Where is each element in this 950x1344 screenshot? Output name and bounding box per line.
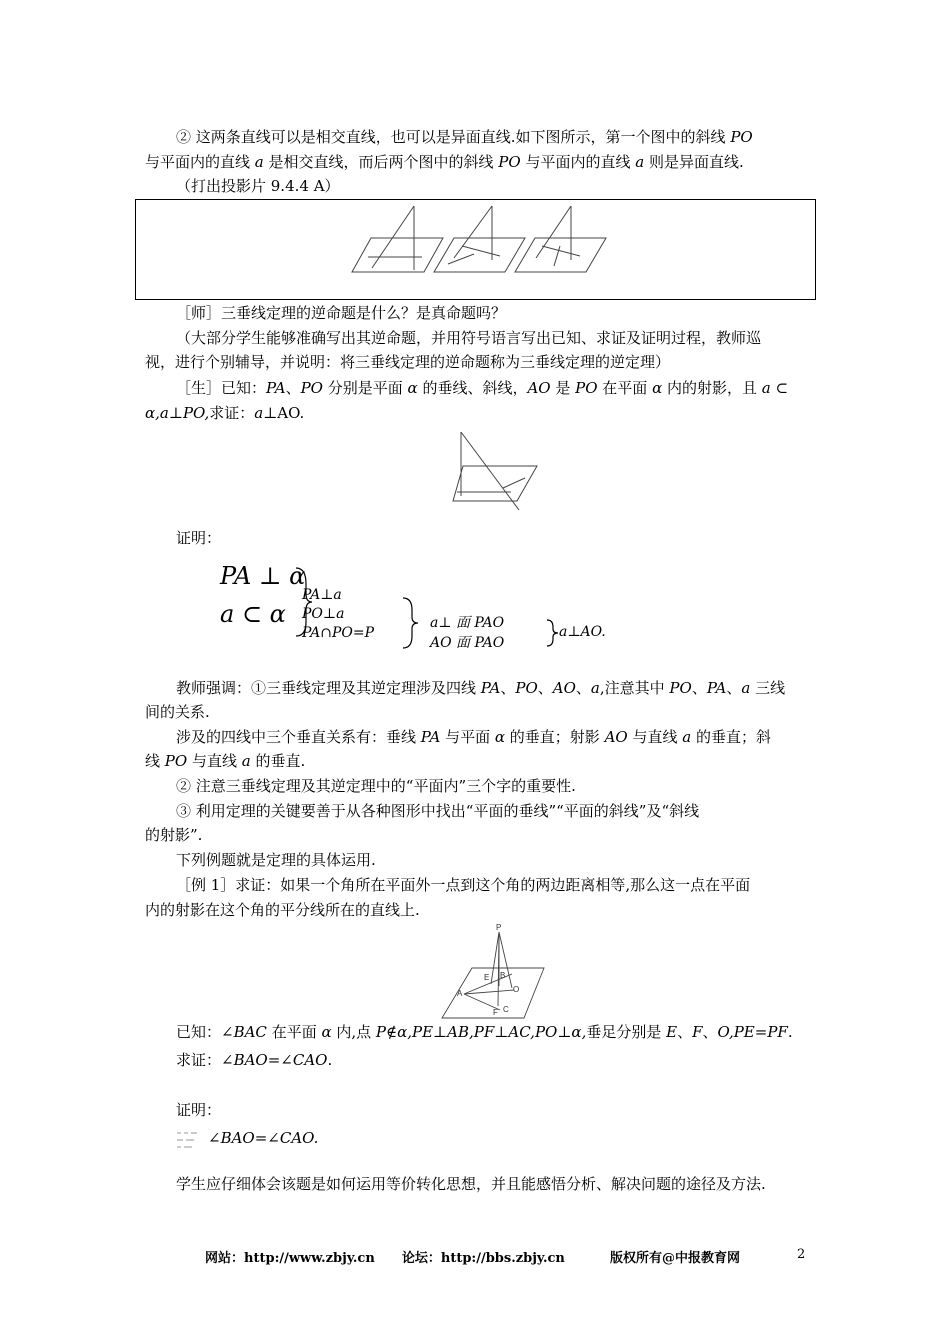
emphasis-line2: 间的关系. — [145, 703, 210, 721]
given-line: 已知：∠BAC 在平面 α 内,点 P∉α,PE⊥AB,PF⊥AC,PO⊥α,垂足分别是 E、F、O,PE=PF. — [176, 1023, 793, 1041]
proof-given-2: a ⊂ α — [220, 600, 286, 628]
proof-step-1: PA⊥a — [302, 587, 342, 603]
faint-formula-placeholder — [176, 1128, 206, 1154]
emphasis-line8: 下列例题就是定理的具体运用. — [176, 851, 376, 869]
example1-figure — [442, 922, 554, 1022]
copyright: 版权所有@中报教育网 — [609, 1251, 740, 1266]
student-line2: α,a⊥PO,求证：a⊥AO. — [145, 404, 305, 422]
closing-line: 学生应仔细体会该题是如何运用等价转化思想，并且能感悟分析、解决问题的途径及方法. — [176, 1175, 766, 1193]
fig-label-e: E — [484, 973, 490, 982]
emphasis-line7: 的射影”. — [145, 826, 203, 844]
fig-label-p: P — [496, 923, 502, 932]
prove-line: 求证：∠BAO=∠CAO. — [176, 1051, 333, 1069]
three-planes-figure — [136, 200, 815, 299]
student-line1: ［生］已知：PA、PO 分别是平面 α 的垂线、斜线，AO 是 PO 在平面 α 内的射影，且 a ⊂ — [176, 379, 789, 397]
forum-link[interactable]: http://bbs.zbjy.cn — [440, 1251, 565, 1266]
fig-label-o: O — [513, 985, 520, 994]
figure-box-projection — [135, 199, 816, 300]
fig-label-f: F — [493, 1008, 498, 1017]
emphasis-line3: 涉及的四线中三个垂直关系有：垂线 PA 与平面 α 的垂直；射影 AO 与直线 a 的垂直；斜 — [176, 728, 771, 746]
note-line2: 视，进行个别辅导，并说明：将三垂线定理的逆命题称为三垂线定理的逆定理） — [145, 353, 671, 371]
para1-line1: ② 这两条直线可以是相交直线，也可以是异面直线.如下图所示，第一个图中的斜线 PO — [176, 128, 753, 146]
proof-given-1: PA ⊥ α — [220, 562, 306, 590]
proof-mid-1: a⊥ 面 PAO — [430, 615, 505, 631]
para1-line2: 与平面内的直线 a 是相交直线，而后两个图中的斜线 PO 与平面内的直线 a 则是异面直线. — [145, 153, 744, 171]
teacher-question: ［师］三垂线定理的逆命题是什么？是真命题吗？ — [176, 304, 507, 322]
page-number: 2 — [797, 1247, 806, 1262]
proof2-label: 证明： — [176, 1101, 222, 1119]
proof-step-2: PO⊥a — [302, 606, 345, 622]
emphasis-line4: 线 PO 与直线 a 的垂直. — [145, 752, 306, 770]
proof-mid-2: AO 面 PAO — [430, 635, 505, 651]
example1-line1: ［例 1］求证：如果一个角所在平面外一点到这个角的两边距离相等,那么这一点在平面 — [176, 876, 751, 894]
proof-label: 证明： — [176, 529, 222, 547]
note-line1: （大部分学生能够准确写出其逆命题，并用符号语言写出已知、求证及证明过程，教师巡 — [176, 329, 762, 347]
inverse-theorem-figure — [447, 428, 547, 513]
proof2-conclusion: ∠BAO=∠CAO. — [208, 1129, 319, 1147]
para1-line3: （打出投影片 9.4.4 A） — [176, 177, 340, 195]
site-link[interactable]: http://www.zbjy.cn — [244, 1251, 375, 1266]
proof-step-3: PA∩PO=P — [302, 625, 375, 641]
page-footer: 网站：http://www.zbjy.cn 论坛：http://bbs.zbjy.cn 版权所有@中报教育网 — [205, 1251, 740, 1266]
example1-line2: 内的射影在这个角的平分线所在的直线上. — [145, 901, 420, 919]
emphasis-line1: 教师强调：①三垂线定理及其逆定理涉及四线 PA、PO、AO、a,注意其中 PO、PA、a 三线 — [176, 679, 786, 697]
emphasis-line6: ③ 利用定理的关键要善于从各种图形中找出“平面的垂线”“平面的斜线”及“斜线 — [176, 802, 700, 820]
fig-label-b: B — [500, 971, 506, 980]
fig-label-a: A — [457, 989, 463, 998]
emphasis-line5: ② 注意三垂线定理及其逆定理中的“平面内”三个字的重要性. — [176, 777, 576, 795]
fig-label-c: C — [503, 1005, 509, 1014]
proof-conclusion: a⊥AO. — [559, 624, 606, 640]
brace-2 — [400, 596, 420, 650]
